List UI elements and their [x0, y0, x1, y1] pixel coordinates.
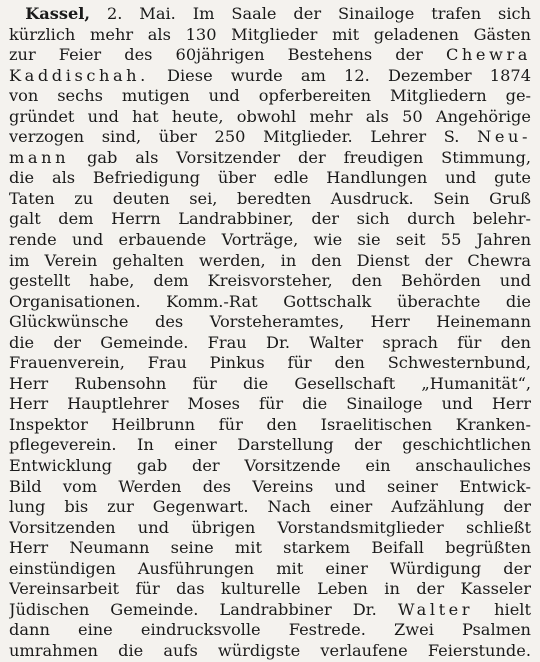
line-21 — [9, 415, 531, 436]
line-9-segment-1: die als Befriedigung über edle Handlungen und gute — [9, 168, 531, 188]
line-15-segment-1: Organisationen. Komm.-Rat Gottschalk überachte die — [9, 291, 531, 311]
line-6 — [9, 107, 531, 128]
line-19 — [9, 374, 531, 395]
line-21-segment-1: Inspektor Heilbrunn für den Israelitischen Kranken- — [9, 414, 531, 434]
line-27-segment-1: Herr Neumann seine mit starkem Beifall begrüßten — [9, 538, 531, 558]
line-18-segment-1: Frauenverein, Frau Pinkus für den Schwesternbund, — [9, 353, 531, 373]
line-20-segment-1: Herr Hauptlehrer Moses für die Sinailoge und Herr — [9, 394, 531, 414]
line-10 — [9, 189, 531, 210]
line-9 — [9, 168, 531, 189]
line-12 — [9, 230, 531, 251]
line-26 — [9, 518, 531, 539]
dateline-date: 2. Mai. — [106, 4, 176, 23]
line-16 — [9, 312, 531, 333]
line-3-segment-1: zur Feier des 60jährigen Bestehens der — [9, 45, 446, 65]
line-8-segment-1: mann — [9, 147, 70, 167]
line-23-segment-1: Entwicklung gab der Vorsitzende ein anschauliches — [9, 456, 531, 476]
line-27 — [9, 538, 531, 559]
line-31-segment-1: dann eine eindrucksvolle Festrede. Zwei Psalmen — [9, 620, 531, 640]
line-30 — [9, 600, 531, 621]
line-13 — [9, 251, 531, 272]
line-30-segment-2: Walter — [397, 599, 474, 619]
line-7-segment-1: verzogen sind, über 250 Mitglieder. Lehrer S. — [9, 127, 478, 147]
dateline-place: Kassel, — [25, 4, 91, 23]
line-5-segment-1: von sechs mutigen und opferbereiten Mitgliedern ge- — [9, 86, 531, 106]
line-24-segment-1: Bild vom Werden des Vereins und seiner Entwick- — [9, 476, 531, 496]
line-8-segment-2: gab als Vorsitzender der freudigen Stimmung, — [69, 147, 531, 167]
line-22 — [9, 435, 531, 456]
line-2 — [9, 25, 531, 46]
line-22-segment-1: pflegeverein. In einer Darstellung der geschichtlichen — [9, 435, 531, 455]
article-lines — [9, 25, 531, 662]
line-17 — [9, 333, 531, 354]
line-19-segment-1: Herr Rubensohn für die Gesellschaft „Humanität“, — [9, 373, 531, 393]
line-13-segment-1: im Verein gehalten werden, in den Dienst der Chewra — [9, 250, 531, 270]
line-11-segment-1: galt dem Herrn Landrabbiner, der sich durch belehr- — [9, 209, 531, 229]
line-4-segment-1: Kaddischah. — [9, 65, 149, 85]
line-26-segment-1: Vorsitzenden und übrigen Vorstandsmitglieder schließt — [9, 517, 531, 537]
line-16-segment-1: Glückwünsche des Vorsteheramtes, Herr Heinemann — [9, 312, 531, 332]
line-28-segment-1: einstündigen Ausführungen mit einer Würdigung der — [9, 558, 531, 578]
article-text — [9, 4, 531, 662]
line-28 — [9, 559, 531, 580]
line-30-segment-1: Jüdischen Gemeinde. Landrabbiner Dr. — [9, 599, 398, 619]
line-20 — [9, 394, 531, 415]
line-31 — [9, 620, 531, 641]
line-1-text: Im Saale der Sinailoge trafen sich — [192, 4, 531, 23]
line-11 — [9, 209, 531, 230]
line-14-segment-1: gestellt habe, dem Kreisvorsteher, den Behörden und — [9, 271, 531, 291]
line-1 — [9, 4, 531, 25]
line-25-segment-1: lung bis zur Gegenwart. Nach einer Aufzählung der — [9, 497, 531, 517]
line-4 — [9, 66, 531, 87]
line-29 — [9, 579, 531, 600]
line-32 — [9, 641, 531, 662]
line-2-segment-1: kürzlich mehr als 130 Mitglieder mit geladenen Gästen — [9, 24, 531, 44]
line-15 — [9, 292, 531, 313]
line-14 — [9, 271, 531, 292]
line-23 — [9, 456, 531, 477]
line-25 — [9, 497, 531, 518]
line-12-segment-1: rende und erbauende Vorträge, wie sie seit 55 Jahren — [9, 230, 531, 250]
line-8 — [9, 148, 531, 169]
line-4-segment-2: Diese wurde am 12. Dezember 1874 — [148, 65, 531, 85]
line-10-segment-1: Taten zu deuten sei, beredten Ausdruck. Sein Gruß — [9, 188, 531, 208]
line-30-segment-3: hielt — [473, 599, 531, 619]
line-5 — [9, 86, 531, 107]
line-3-segment-2: Chewra — [445, 45, 531, 65]
line-7-segment-2: Neu- — [477, 127, 531, 147]
line-18 — [9, 353, 531, 374]
line-24 — [9, 477, 531, 498]
line-17-segment-1: die der Gemeinde. Frau Dr. Walter sprach für den — [9, 332, 531, 352]
line-7 — [9, 127, 531, 148]
line-6-segment-1: gründet und hat heute, obwohl mehr als 50 Angehörige — [9, 106, 531, 126]
line-32-segment-1: umrahmen die aufs würdigste verlaufene Feierstunde. — [9, 640, 531, 660]
line-29-segment-1: Vereinsarbeit für das kulturelle Leben in der Kasseler — [9, 579, 531, 599]
line-3 — [9, 45, 531, 66]
